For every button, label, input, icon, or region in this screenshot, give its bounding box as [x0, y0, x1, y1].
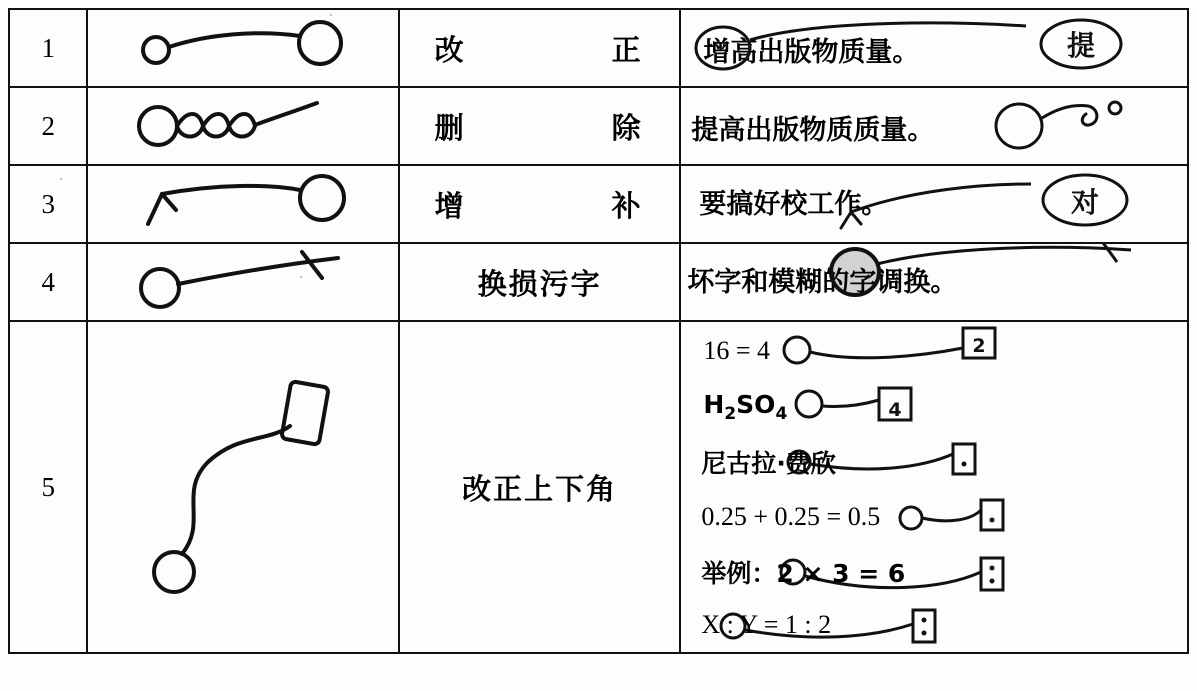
line-with-circle-right-icon: [88, 10, 398, 86]
mark-symbol-cell: [87, 165, 399, 243]
row-number: 4: [9, 243, 87, 321]
table-row: [9, 165, 1188, 243]
example-line-5: 举例：2 × 3 = 6: [701, 559, 906, 588]
example-text: 要搞好校工作。: [699, 189, 889, 220]
box-value-1: 2: [972, 335, 987, 357]
example-line-4: 0.25 + 0.25 = 0.5: [701, 502, 881, 531]
mark-name: 换损污字: [399, 243, 680, 321]
example-text: 增高出版物质量。: [703, 37, 920, 68]
mark-symbol-cell: [87, 321, 399, 653]
scan-speck: [330, 14, 332, 16]
mark-name: 删 除: [399, 87, 680, 165]
insert-caret-icon: [88, 166, 398, 242]
example-text: 坏字和模糊的字调换。: [687, 267, 958, 298]
curve-circle-to-box-icon: [88, 322, 398, 652]
mark-symbol-cell: [87, 9, 399, 87]
correction-annotation-icon: [681, 10, 1186, 86]
example-cell: [680, 243, 1188, 321]
table-row: [9, 9, 1188, 87]
mark-symbol-cell: [87, 87, 399, 165]
row-number: 5: [9, 321, 87, 653]
insert-annotation-icon: [681, 166, 1186, 242]
scan-speck: [60, 178, 62, 180]
example-line-1: 16 = 4: [703, 336, 771, 365]
mark-name: 改 正: [399, 9, 680, 87]
table-row: [9, 243, 1188, 321]
row-number: 1: [9, 9, 87, 87]
example-cell: [680, 321, 1188, 653]
mark-name: 增 补: [399, 165, 680, 243]
replacement-char: 提: [1067, 29, 1096, 62]
row-number: 3: [9, 165, 87, 243]
table-row: [9, 321, 1188, 653]
example-line-3: 尼古拉·费欣: [701, 449, 836, 478]
replace-damaged-char-icon: [88, 244, 398, 320]
scan-speck: [300, 276, 302, 278]
mark-symbol-cell: [87, 243, 399, 321]
inserted-char: 对: [1071, 186, 1100, 219]
example-line-2: $H_2SO_4$: [703, 390, 788, 424]
proofreading-symbols-table: [8, 8, 1189, 654]
delete-annotation-icon: [681, 88, 1186, 164]
row-number: 2: [9, 87, 87, 165]
box-value-2: 4: [888, 399, 903, 421]
example-cell: [680, 9, 1188, 87]
example-line-6: X : Y = 1 : 2: [701, 610, 832, 639]
mark-name: 改正上下角: [399, 321, 680, 653]
example-cell: [680, 165, 1188, 243]
table-row: [9, 87, 1188, 165]
example-cell: [680, 87, 1188, 165]
proofreading-symbols-page: [0, 8, 1197, 691]
replace-annotation-icon: [681, 244, 1186, 320]
superscript-subscript-annotations-icon: [681, 322, 1186, 652]
example-text: 提高出版物质质量。: [691, 115, 935, 146]
delete-loop-icon: [88, 88, 398, 164]
